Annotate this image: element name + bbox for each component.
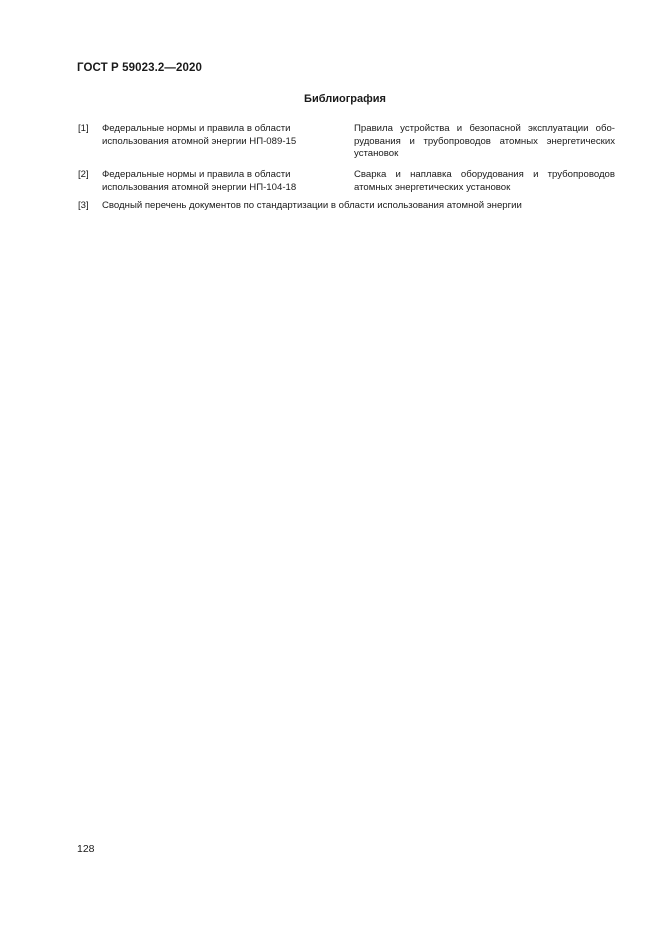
page-number: 128 xyxy=(77,843,95,855)
entry-number: [2] xyxy=(78,169,89,180)
entry-full-text: Сводный перечень документов по стандартизации в области использования атомной энергии xyxy=(102,200,522,211)
entry-title-line: рудования и трубопроводов атомных энергетических xyxy=(354,135,615,147)
document-code: ГОСТ Р 59023.2—2020 xyxy=(77,62,202,74)
entry-source-line: Федеральные нормы и правила в области xyxy=(102,169,291,180)
entry-source-line: Федеральные нормы и правила в области xyxy=(102,123,291,134)
entry-source xyxy=(102,123,332,148)
bibliography-title: Библиография xyxy=(304,93,386,105)
entry-title-line: Сварка и наплавка оборудования и трубопроводов xyxy=(354,169,615,180)
entry-source-line: использования атомной энергии НП-104-18 xyxy=(102,181,297,193)
entry-title-line: Правила устройства и безопасной эксплуатации обо- xyxy=(354,123,615,134)
entry-number: [1] xyxy=(78,123,89,134)
entry-title xyxy=(354,169,615,194)
entry-title-line: установок xyxy=(354,148,399,159)
entry-title-line: атомных энергетических установок xyxy=(354,181,511,193)
entry-title xyxy=(354,123,615,161)
entry-source-line: использования атомной энергии НП-089-15 xyxy=(102,135,297,147)
entry-source xyxy=(102,169,332,194)
entry-number: [3] xyxy=(78,200,89,211)
